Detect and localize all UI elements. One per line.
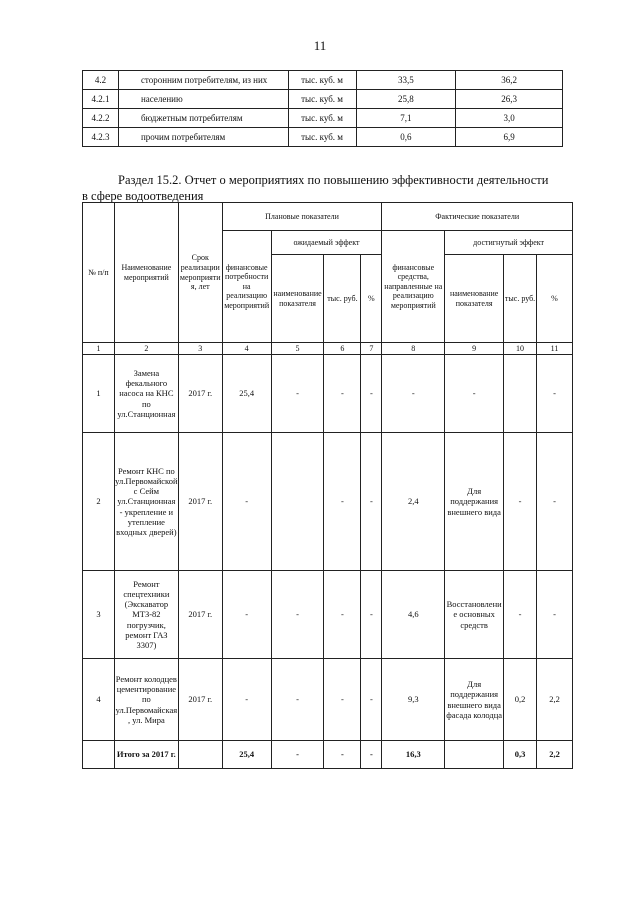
cell-exp-rub: - [324,433,361,571]
cell-num: 4.2.3 [83,128,119,147]
cell-name: прочим потребителям [118,128,288,147]
column-number: 6 [324,343,361,355]
cell-ach-name: Для поддержания внешнего вида фасада колодца [445,659,504,741]
header-term: Срок реализации мероприятия, лет [178,203,222,343]
header-exp-pct: % [361,255,382,343]
column-number: 3 [178,343,222,355]
cell-plan: 0,6 [356,128,456,147]
cell-fact: 6,9 [456,128,563,147]
cell-fact: 36,2 [456,71,563,90]
cell-name: сторонним потребителям, из них [118,71,288,90]
cell-plan-fin: - [222,571,271,659]
column-number: 8 [382,343,445,355]
column-number: 5 [271,343,324,355]
header-num: № п/п [83,203,115,343]
cell-num: 4 [83,659,115,741]
header-name: Наименование мероприятий [114,203,178,343]
section-title-line2: в сфере водоотведения [82,189,204,203]
cell-exp-pct: - [361,659,382,741]
cell-unit: тыс. куб. м [288,128,356,147]
cell-exp-name [271,433,324,571]
column-number: 4 [222,343,271,355]
cell-ach-pct: - [537,433,573,571]
cell-ach-name: Для поддержания внешнего вида [445,433,504,571]
cell-term: 2017 г. [178,571,222,659]
cell-num: 2 [83,433,115,571]
table-row [83,71,563,90]
cell-fact-fin: - [382,355,445,433]
cell-plan: 33,5 [356,71,456,90]
header-ach-rub: тыс. руб. [504,255,537,343]
cell-ach-pct: 2,2 [537,659,573,741]
column-number: 1 [83,343,115,355]
cell-fact-fin: 9,3 [382,659,445,741]
column-number: 11 [537,343,573,355]
header-ach-pct: % [537,255,573,343]
header-plan-group: Плановые показатели [222,203,382,231]
cell-plan-fin: - [222,433,271,571]
header-fact-group: Фактические показатели [382,203,573,231]
cell-term: 2017 г. [178,659,222,741]
cell-ach-pct: - [537,355,573,433]
page-number: 11 [313,38,327,53]
cell-fact-fin: 4,6 [382,571,445,659]
header-achieved: достигнутый эффект [445,231,573,255]
cell-name: Ремонт колодцев цементирование по ул.Первомайская, ул. Мира [114,659,178,741]
cell-num: 4.2 [83,71,119,90]
cell-exp-name: - [271,659,324,741]
cell-ach-rub: - [504,571,537,659]
table-row [83,355,573,433]
total-label: Итого за 2017 г. [114,741,178,769]
cell-ach-name: Восстановление основных средств [445,571,504,659]
header-exp-rub: тыс. руб. [324,255,361,343]
cell-ach-rub [504,355,537,433]
cell-exp-rub: - [324,571,361,659]
cell-unit: тыс. куб. м [288,109,356,128]
cell-num: 4.2.1 [83,90,119,109]
cell-plan: 25,8 [356,90,456,109]
cell-exp-pct: - [361,433,382,571]
table-row [83,90,563,109]
cell-num: 3 [83,571,115,659]
cell-fact-fin: 2,4 [382,433,445,571]
total-row: Итого за 2017 г. 25,4 - - - 16,3 0,3 2,2 [83,741,573,769]
cell-fact: 3,0 [456,109,563,128]
cell-name: Ремонт спецтехники (Экскаватор МТЗ-82 погрузчик, ремонт ГАЗ 3307) [114,571,178,659]
header-ach-name: наименование показателя [445,255,504,343]
column-number: 10 [504,343,537,355]
measures-table [82,202,573,769]
cell-plan-fin: 25,4 [222,355,271,433]
cell-exp-name: - [271,571,324,659]
cell-exp-pct: - [361,571,382,659]
cell-ach-pct: - [537,571,573,659]
column-number: 9 [445,343,504,355]
header-expected: ожидаемый эффект [271,231,382,255]
table-row [83,659,573,741]
cell-name: населению [118,90,288,109]
table-row [83,109,563,128]
cell-ach-rub: 0,2 [504,659,537,741]
cell-ach-name: - [445,355,504,433]
cell-unit: тыс. куб. м [288,71,356,90]
cell-num: 1 [83,355,115,433]
section-title: Раздел 15.2. Отчет о мероприятиях по повышению эффективности деятельности [118,173,549,187]
consumption-table [82,70,563,147]
cell-name: бюджетным потребителям [118,109,288,128]
column-number: 2 [114,343,178,355]
cell-exp-rub: - [324,659,361,741]
cell-fact: 26,3 [456,90,563,109]
cell-exp-name: - [271,355,324,433]
cell-exp-pct: - [361,355,382,433]
table-row [83,433,573,571]
cell-plan: 7,1 [356,109,456,128]
cell-unit: тыс. куб. м [288,90,356,109]
table-row [83,128,563,147]
cell-num: 4.2.2 [83,109,119,128]
cell-name: Замена фекального насоса на КНС по ул.Станционная [114,355,178,433]
cell-name: Ремонт КНС по ул.Первомайской с Сейм ул.Станционная - укрепление и утепление входных дверей) [114,433,178,571]
cell-ach-rub: - [504,433,537,571]
header-exp-name: наименование показателя [271,255,324,343]
table-row [83,571,573,659]
header-plan-fin: финансовые потребности на реализацию мероприятий [222,231,271,343]
column-number: 7 [361,343,382,355]
cell-term: 2017 г. [178,433,222,571]
cell-plan-fin: - [222,659,271,741]
cell-exp-rub: - [324,355,361,433]
header-fact-fin: финансовые средства, направленные на реализацию мероприятий [382,231,445,343]
cell-term: 2017 г. [178,355,222,433]
